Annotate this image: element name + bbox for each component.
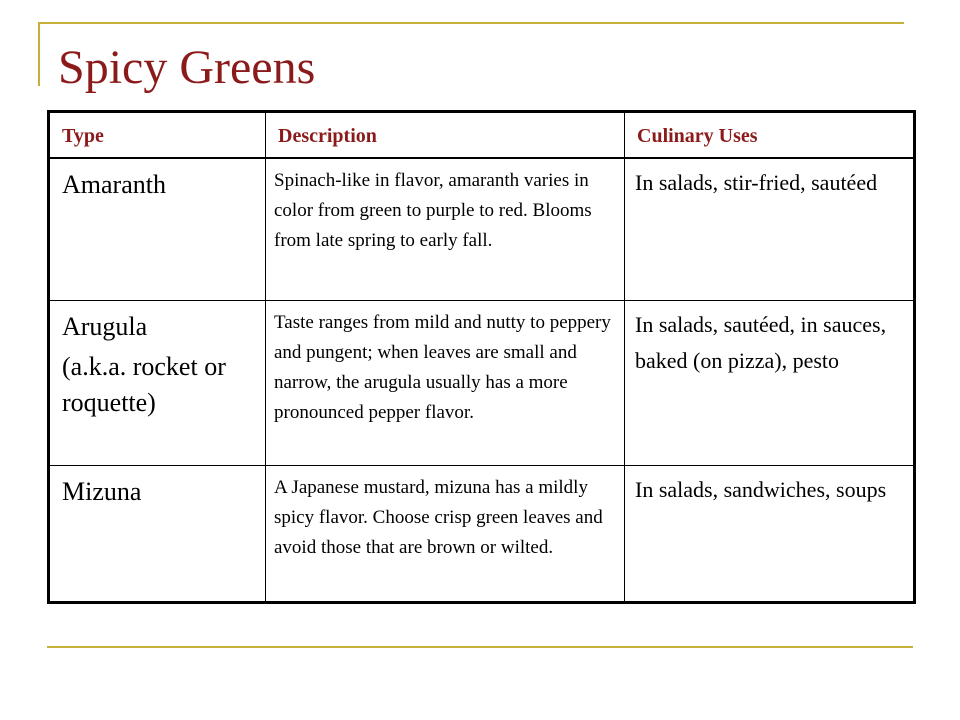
spicy-greens-table [47,110,916,604]
slide-title: Spicy Greens [58,41,316,94]
bottom-decorative-rule [47,646,913,648]
cell-description: Taste ranges from mild and nutty to peppery and pungent; when leaves are small and narrow, the arugula usually has a more pronounced pepper flavor. [266,301,625,466]
header-culinary-uses: Culinary Uses [625,112,915,159]
green-alias: (a.k.a. rocket or roquette) [62,352,226,417]
left-decorative-rule [38,22,40,86]
cell-culinary-uses: In salads, sandwiches, soups [625,466,915,603]
top-decorative-rule [38,22,904,24]
green-name: Mizuna [62,477,142,506]
cell-type [49,466,266,603]
table-row-mizuna [49,466,915,603]
cell-culinary-uses: In salads, sautéed, in sauces, baked (on pizza), pesto [625,301,915,466]
cell-description: A Japanese mustard, mizuna has a mildly spicy flavor. Choose crisp green leaves and avoid those that are brown or wilted. [266,466,625,603]
cell-description: Spinach-like in flavor, amaranth varies in color from green to purple to red. Blooms from late spring to early fall. [266,158,625,301]
header-type: Type [49,112,266,159]
table-header-row [49,112,915,159]
cell-type [49,158,266,301]
green-name: Arugula [62,312,148,341]
cell-culinary-uses: In salads, stir-fried, sautéed [625,158,915,301]
header-description: Description [266,112,625,159]
green-name: Amaranth [62,170,166,199]
table-row-amaranth [49,158,915,301]
cell-type [49,301,266,466]
table-row-arugula [49,301,915,466]
